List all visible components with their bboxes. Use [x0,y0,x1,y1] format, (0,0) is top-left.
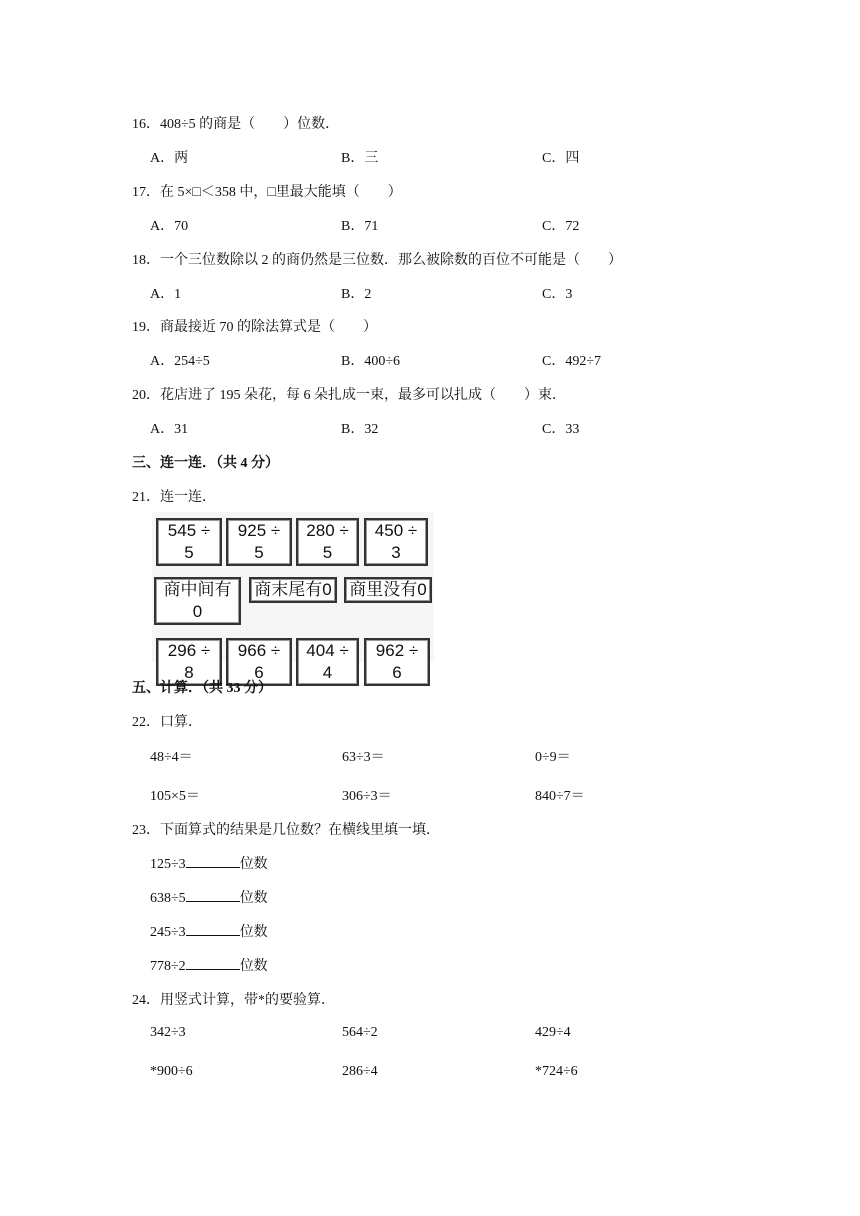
oral-calc-2: 63÷3＝ [342,750,385,765]
vertical-calc-5: 286÷4 [342,1064,378,1079]
question-19-stem: 19．商最接近 70 的除法算式是（ ） [132,320,377,335]
q18-option-a: A．1 [150,287,182,302]
q20-option-a: A．31 [150,422,189,437]
section-5-heading: 五、计算．（共 33 分） [132,681,272,696]
fill-row-4 [150,955,268,975]
q17-option-b: B．71 [341,219,379,234]
fill-row-2 [150,887,268,907]
fill-expr: 778÷2 [150,959,186,974]
question-22-stem: 22．口算． [132,715,202,730]
q16-option-a: A．两 [150,151,189,166]
fill-expr: 125÷3 [150,857,186,872]
answer-blank[interactable] [186,957,240,970]
answer-blank[interactable] [186,889,240,902]
question-18-stem: 18．一个三位数除以 2 的商仍然是三位数．那么被除数的百位不可能是（ ） [132,253,622,268]
match-top-4[interactable]: 450 ÷ 3 [364,518,428,566]
vertical-calc-3: 429÷4 [535,1025,571,1040]
question-17-stem: 17．在 5×□＜358 中，□里最大能填（ ） [132,185,402,200]
vertical-calc-6: *724÷6 [535,1064,578,1079]
q16-option-b: B．三 [341,151,379,166]
match-bottom-1[interactable]: 296 ÷ 8 [156,638,222,686]
q19-option-a: A．254÷5 [150,354,210,369]
section-3-heading: 三、连一连．（共 4 分） [132,456,279,471]
question-24-stem: 24．用竖式计算，带*的要验算． [132,993,335,1008]
q18-option-b: B．2 [341,287,372,302]
q17-option-c: C．72 [542,219,580,234]
q20-option-b: B．32 [341,422,379,437]
question-23-stem: 23．下面算式的结果是几位数？在横线里填一填． [132,823,440,838]
question-21-stem: 21．连一连． [132,490,216,505]
q17-option-a: A．70 [150,219,189,234]
q16-option-c: C．四 [542,151,580,166]
q18-option-c: C．3 [542,287,573,302]
fill-unit: 位数 [239,857,268,872]
fill-unit: 位数 [239,891,268,906]
fill-unit: 位数 [239,959,268,974]
fill-row-3 [150,921,268,941]
match-top-1[interactable]: 545 ÷ 5 [156,518,222,566]
match-top-2[interactable]: 925 ÷ 5 [226,518,292,566]
oral-calc-6: 840÷7＝ [535,789,585,804]
question-16-stem: 16．408÷5 的商是（ ）位数． [132,117,340,132]
oral-calc-4: 105×5＝ [150,789,200,804]
vertical-calc-2: 564÷2 [342,1025,378,1040]
question-20-stem: 20．花店进了 195 朵花，每 6 朵扎成一束，最多可以扎成（ ）束． [132,388,566,403]
fill-expr: 638÷5 [150,891,186,906]
match-top-3[interactable]: 280 ÷ 5 [296,518,359,566]
answer-blank[interactable] [186,855,240,868]
answer-blank[interactable] [186,923,240,936]
match-middle-3[interactable]: 商里没有0 [344,577,432,603]
match-bottom-2[interactable]: 966 ÷ 6 [226,638,292,686]
oral-calc-3: 0÷9＝ [535,750,571,765]
fill-expr: 245÷3 [150,925,186,940]
q20-option-c: C．33 [542,422,580,437]
vertical-calc-1: 342÷3 [150,1025,186,1040]
oral-calc-5: 306÷3＝ [342,789,392,804]
vertical-calc-4: *900÷6 [150,1064,193,1079]
q19-option-b: B．400÷6 [341,354,401,369]
match-middle-2[interactable]: 商末尾有0 [249,577,337,603]
match-middle-1[interactable]: 商中间有0 [154,577,241,625]
fill-unit: 位数 [239,925,268,940]
match-bottom-3[interactable]: 404 ÷ 4 [296,638,359,686]
oral-calc-1: 48÷4＝ [150,750,193,765]
match-bottom-4[interactable]: 962 ÷ 6 [364,638,430,686]
fill-row-1 [150,853,268,873]
q19-option-c: C．492÷7 [542,354,602,369]
